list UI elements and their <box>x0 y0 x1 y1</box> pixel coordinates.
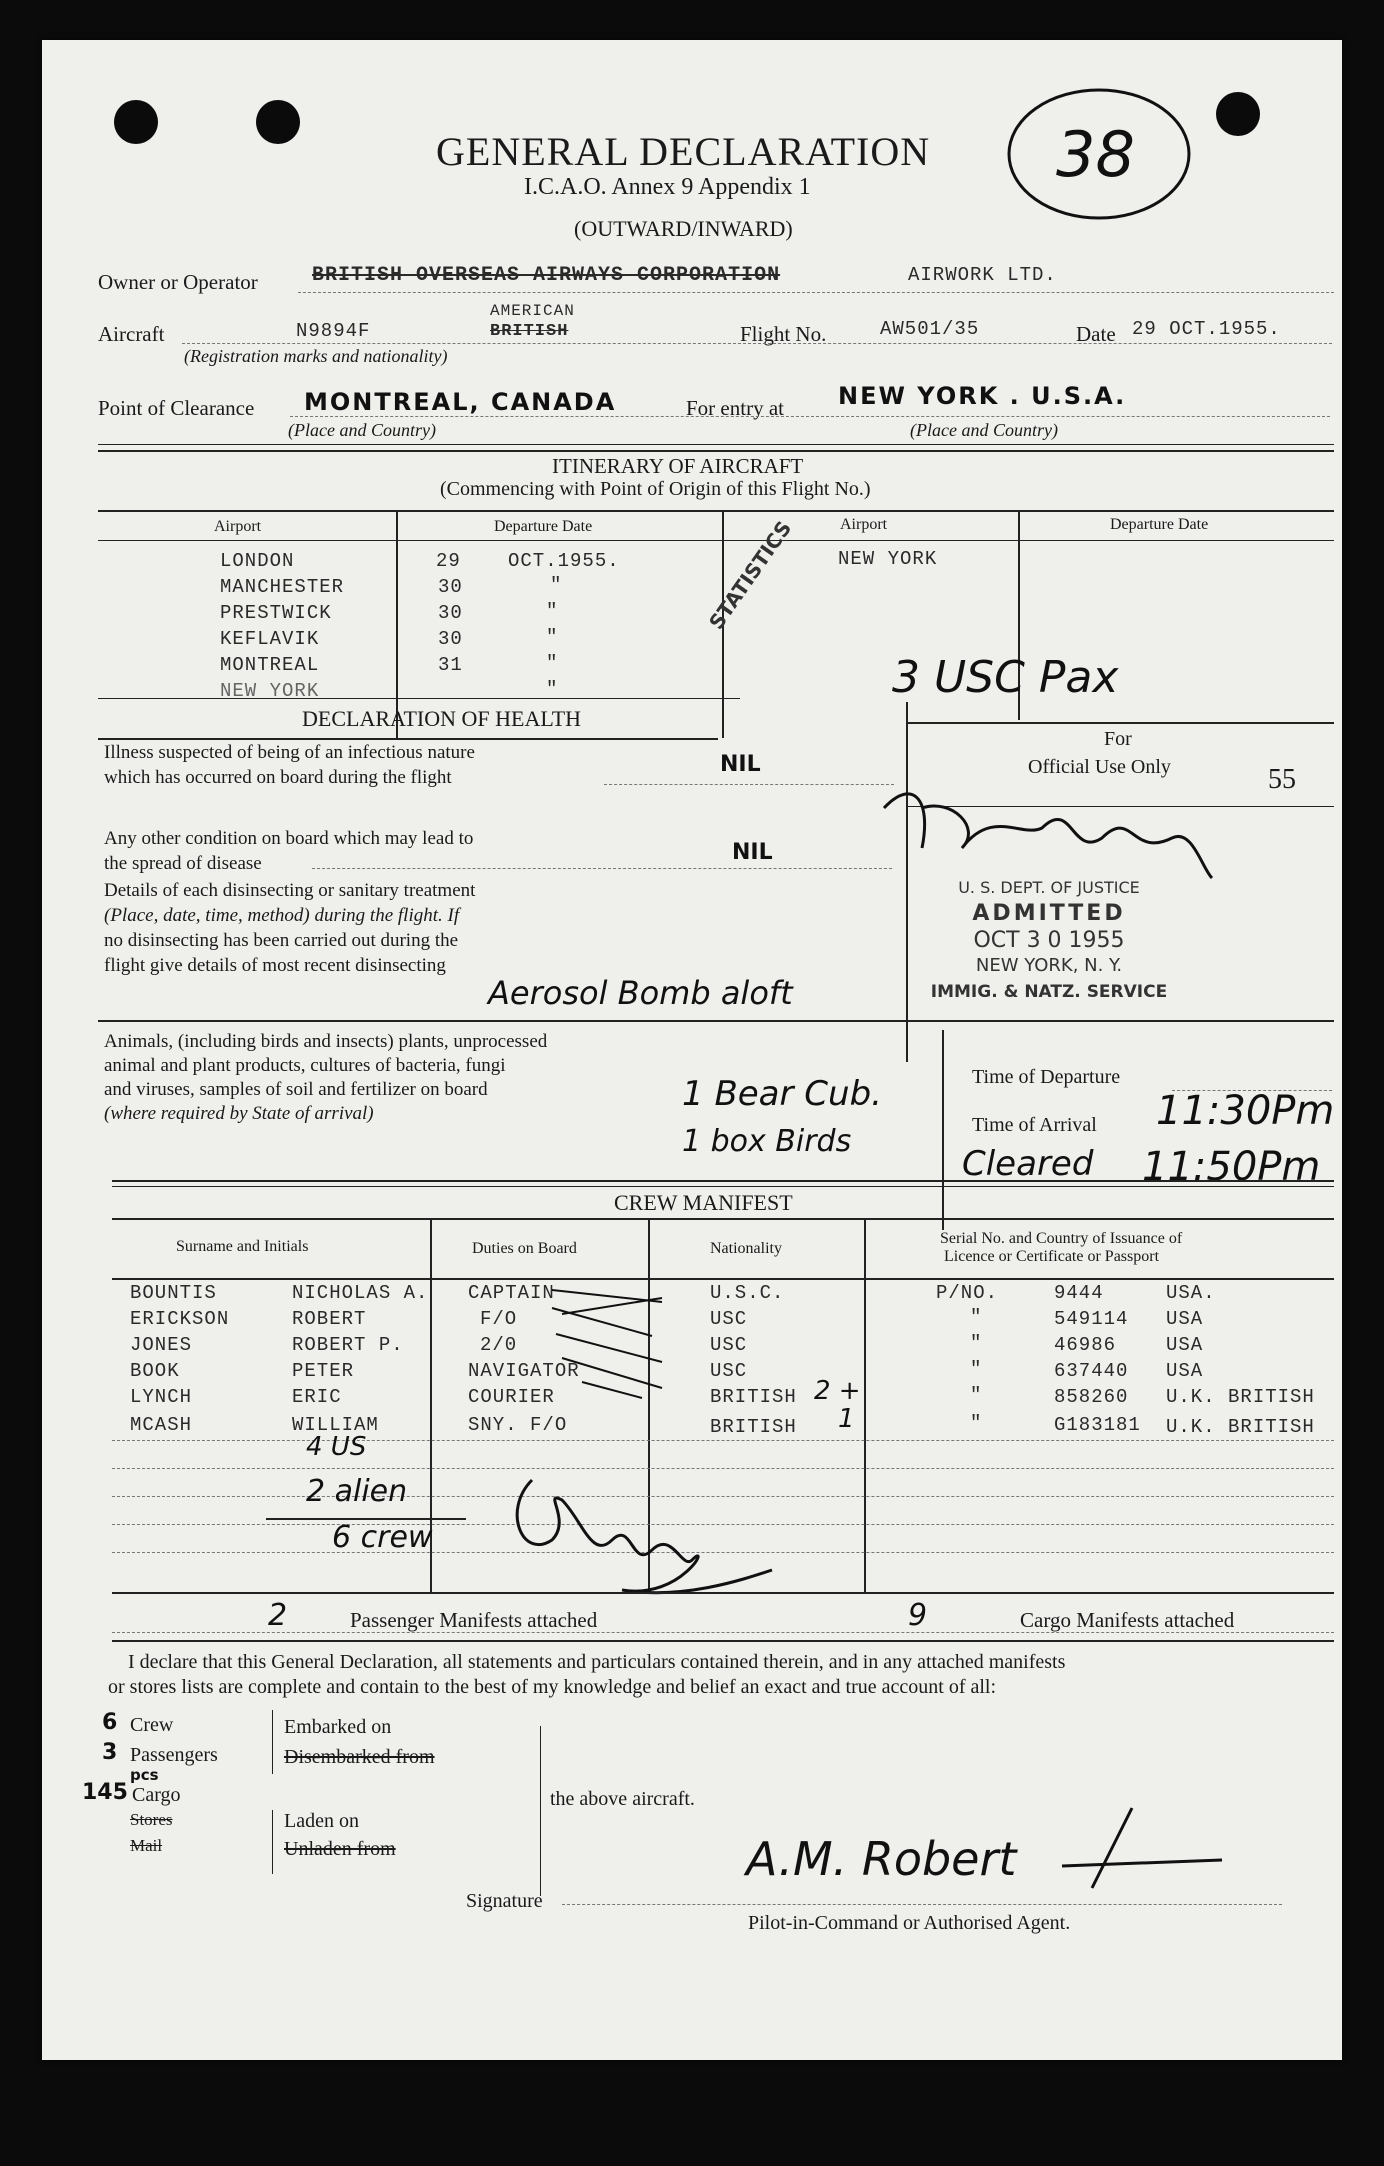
owner-value: AIRWORK LTD. <box>908 264 1057 286</box>
crew-given: WILLIAM <box>292 1414 379 1436</box>
crew-col-surname: Surname and Initials <box>176 1238 309 1255</box>
crew-header-rule <box>112 1218 1334 1220</box>
health-title: DECLARATION OF HEALTH <box>302 706 582 731</box>
health-a1: NIL <box>720 752 761 777</box>
crew-nat: USC <box>710 1308 748 1330</box>
itinerary-day: 30 <box>438 628 463 650</box>
laden-bracket <box>272 1810 273 1874</box>
stamp-service: IMMIG. & NATZ. SERVICE <box>930 982 1168 1002</box>
health-q2-line: the spread of disease <box>104 853 262 874</box>
crew-duty: NAVIGATOR <box>468 1360 580 1382</box>
crew-given: ROBERT P. <box>292 1334 404 1356</box>
itinerary-month: " <box>546 678 559 700</box>
crew-given: ROBERT <box>292 1308 367 1330</box>
mail-label: Mail <box>130 1836 163 1855</box>
time-clearance: 11:50Pm <box>1142 1144 1321 1190</box>
owner-struck: BRITISH OVERSEAS AIRWAYS CORPORATION <box>312 264 781 287</box>
animals-line: animal and plant products, cultures of bacteria, fungi <box>104 1055 506 1076</box>
itinerary-airport: NEW YORK <box>220 680 320 702</box>
stamp-admitted: ADMITTED <box>972 901 1126 926</box>
crew-ditto: " <box>970 1412 983 1434</box>
crew-note-us: 4 US <box>306 1432 367 1462</box>
form-title: GENERAL DECLARATION <box>436 129 931 174</box>
crew-surname: BOOK <box>130 1360 180 1382</box>
crew-country: USA <box>1166 1308 1204 1330</box>
date-label: Date <box>1076 322 1116 346</box>
crew-nat: U.S.C. <box>710 1282 785 1304</box>
itinerary-top-rule-thin <box>98 444 1334 445</box>
official-number: 55 <box>1268 764 1296 795</box>
health-q3-line: Details of each disinsecting or sanitary treatment <box>104 880 476 901</box>
crew-surname: BOUNTIS <box>130 1282 217 1304</box>
animals-line: (where required by State of arrival) <box>104 1103 374 1124</box>
form-direction: (OUTWARD/INWARD) <box>574 216 793 241</box>
crew-ditto: " <box>970 1384 983 1406</box>
clearance-note: (Place and Country) <box>288 420 436 440</box>
itinerary-airport: MONTREAL <box>220 654 320 676</box>
crew-col-serial: Serial No. and Country of Issuance of <box>940 1230 1183 1247</box>
health-q3-line: flight give details of most recent disinsecting <box>104 955 446 976</box>
itinerary-title: ITINERARY OF AIRCRAFT <box>552 454 804 478</box>
manifest-bottom-rule <box>112 1640 1334 1642</box>
form-subtitle: I.C.A.O. Annex 9 Appendix 1 <box>524 174 811 200</box>
punch-hole-right <box>1216 92 1260 136</box>
animals-answer-1: 1 Bear Cub. <box>682 1074 882 1114</box>
health-q1-line: which has occurred on board during the flight <box>104 767 452 788</box>
stamp-date: OCT 3 0 1955 <box>973 928 1125 953</box>
signature-line <box>562 1904 1282 1905</box>
pax-count: 3 <box>102 1740 118 1765</box>
disembarked-label: Disembarked from <box>284 1746 435 1768</box>
health-q1-line: Illness suspected of being of an infectious nature <box>104 742 475 763</box>
itinerary-day: 31 <box>438 654 463 676</box>
official-title: For <box>1104 728 1132 750</box>
entry-value: NEW YORK . U.S.A. <box>838 382 1127 410</box>
manifest-line <box>112 1632 1334 1633</box>
crew-serial: 858260 <box>1054 1386 1129 1408</box>
health-q3 <box>104 878 475 978</box>
crew-country: USA. <box>1166 1282 1216 1304</box>
crew-serial: G183181 <box>1054 1414 1141 1436</box>
health-a1-line <box>604 784 894 785</box>
declaration-line: I declare that this General Declaration, all statements and particulars contained therein, and in any attached manifests <box>128 1651 1066 1673</box>
crew-given: ERIC <box>292 1386 342 1408</box>
crew-col-licence: Licence or Certificate or Passport <box>944 1248 1160 1265</box>
crew-duty: CAPTAIN <box>468 1282 555 1304</box>
stores-label: Stores <box>130 1810 173 1829</box>
crew-serial: 549114 <box>1054 1308 1129 1330</box>
crew-col-nationality: Nationality <box>710 1240 782 1257</box>
page-number: 38 <box>1056 118 1135 191</box>
itinerary-right-airport: NEW YORK <box>838 548 938 570</box>
unladen-label: Unladen from <box>284 1838 396 1860</box>
nat-mark-2: 1 <box>838 1404 855 1434</box>
crew-ditto: " <box>970 1358 983 1380</box>
aircraft-text: the above aircraft. <box>550 1788 695 1810</box>
aircraft-label: Aircraft <box>98 322 165 346</box>
crew-surname: JONES <box>130 1334 193 1356</box>
cargo-manifest-label: Cargo Manifests attached <box>1020 1608 1235 1632</box>
crew-note-alien: 2 alien <box>306 1474 408 1509</box>
health-q3-line: (Place, date, time, method) during the flight. If <box>104 905 460 926</box>
crew-country: USA <box>1166 1334 1204 1356</box>
itinerary-month: " <box>546 600 559 622</box>
cargo-count-label: Cargo <box>132 1784 181 1806</box>
cargo-manifest-count: 9 <box>908 1598 928 1633</box>
crew-nat: BRITISH <box>710 1386 797 1408</box>
official-title-2: Official Use Only <box>1028 756 1171 778</box>
crew-country: U.K. BRITISH <box>1166 1416 1315 1438</box>
health-a2-line <box>312 868 892 869</box>
declaration-form <box>42 40 1342 2060</box>
cargo-note: pcs <box>130 1766 159 1784</box>
declaration-text <box>108 1650 1066 1700</box>
signature-flourish <box>1052 1800 1232 1900</box>
duty-tally-marks <box>542 1278 692 1428</box>
crew-top-rule-thin <box>112 1186 1334 1187</box>
declaration-line: or stores lists are complete and contain to the best of my knowledge and belief an exact and true account of all: <box>108 1676 997 1698</box>
crew-ditto: P/NO. <box>936 1282 999 1304</box>
crew-nat: BRITISH <box>710 1416 797 1438</box>
laden-label: Laden on <box>284 1810 359 1832</box>
crew-nat: USC <box>710 1360 748 1382</box>
owner-label: Owner or Operator <box>98 270 258 294</box>
crew-title: CREW MANIFEST <box>614 1190 793 1215</box>
aircraft-bracket <box>540 1726 541 1896</box>
crew-duty: 2/0 <box>480 1334 518 1356</box>
clearance-line <box>290 416 1330 417</box>
cargo-count: 145 <box>82 1780 128 1805</box>
itinerary-row-rule <box>98 698 740 699</box>
signer-label: Pilot-in-Command or Authorised Agent. <box>748 1912 1071 1934</box>
health-a3: Aerosol Bomb aloft <box>488 974 793 1012</box>
crew-divider-3 <box>864 1220 866 1592</box>
crew-given: NICHOLAS A. <box>292 1282 429 1304</box>
crew-duty: COURIER <box>468 1386 555 1408</box>
time-arrival-label: Time of Arrival <box>972 1114 1097 1136</box>
crew-given: PETER <box>292 1360 355 1382</box>
clearance-label: Point of Clearance <box>98 396 255 420</box>
stamp-dept: U. S. DEPT. OF JUSTICE <box>958 878 1140 897</box>
itinerary-handwritten: 3 USC Pax <box>892 652 1119 703</box>
flight-number: AW501/35 <box>880 318 980 340</box>
crew-serial: 46986 <box>1054 1334 1117 1356</box>
entry-label: For entry at <box>686 396 784 420</box>
statistics-stamp: STATISTICS <box>704 516 797 634</box>
crew-surname: LYNCH <box>130 1386 193 1408</box>
itinerary-col-airport-2: Airport <box>840 516 888 533</box>
itinerary-col-departure: Departure Date <box>494 518 593 535</box>
itinerary-day: 30 <box>438 576 463 598</box>
crew-surname: MCASH <box>130 1414 193 1436</box>
itinerary-month: " <box>550 574 563 596</box>
crew-col-duties: Duties on Board <box>472 1240 577 1257</box>
itinerary-col-rule <box>98 540 1334 541</box>
crew-count: 6 <box>102 1710 118 1735</box>
aircraft-note: (Registration marks and nationality) <box>184 346 448 366</box>
health-bottom-rule <box>98 1020 1334 1022</box>
punch-hole-left <box>114 100 158 144</box>
crew-nat: USC <box>710 1334 748 1356</box>
itinerary-month: " <box>546 626 559 648</box>
embarked-label: Embarked on <box>284 1716 392 1738</box>
signature-label: Signature <box>466 1890 543 1912</box>
crew-count-label: Crew <box>130 1714 174 1736</box>
crew-serial: 9444 <box>1054 1282 1104 1304</box>
itinerary-top-rule <box>98 450 1334 452</box>
health-q3-line: no disinsecting has been carried out during the <box>104 930 459 951</box>
aircraft-nationality-struck: BRITISH <box>490 322 569 341</box>
crew-country: USA <box>1166 1360 1204 1382</box>
clearance-value: MONTREAL, CANADA <box>304 388 617 416</box>
crew-ditto: " <box>970 1332 983 1354</box>
crew-bottom-rule <box>112 1592 1334 1594</box>
crew-ditto: " <box>970 1306 983 1328</box>
health-a2: NIL <box>732 840 773 865</box>
animals-line: Animals, (including birds and insects) plants, unprocessed <box>104 1031 548 1052</box>
crew-surname: ERICKSON <box>130 1308 230 1330</box>
punch-hole-middle <box>256 100 300 144</box>
itinerary-col-airport: Airport <box>214 518 262 535</box>
time-arrival: 11:30Pm <box>1156 1088 1335 1134</box>
crew-duty: SNY. F/O <box>468 1414 568 1436</box>
aircraft-registration: N9894F <box>296 320 371 342</box>
clearance-initials: Cleared <box>962 1144 1094 1184</box>
passenger-manifest-label: Passenger Manifests attached <box>350 1608 598 1632</box>
flight-label: Flight No. <box>740 322 827 346</box>
crew-country: U.K. BRITISH <box>1166 1386 1315 1408</box>
crew-col-rule <box>112 1278 1334 1280</box>
pilot-signature: A.M. Robert <box>746 1832 1017 1886</box>
health-q2-line: Any other condition on board which may lead to <box>104 828 474 849</box>
itinerary-airport: PRESTWICK <box>220 602 332 624</box>
time-divider <box>942 1030 944 1230</box>
itinerary-day: 29 <box>436 550 461 572</box>
itinerary-subtitle: (Commencing with Point of Origin of this Flight No.) <box>440 478 871 500</box>
admitted-stamp <box>914 878 1184 1002</box>
itinerary-airport: KEFLAVIK <box>220 628 320 650</box>
owner-line <box>298 292 1334 293</box>
itinerary-header-rule <box>98 510 1334 512</box>
itinerary-day: 30 <box>438 602 463 624</box>
time-departure-label: Time of Departure <box>972 1066 1121 1088</box>
animals-question <box>104 1030 547 1126</box>
animals-answer-2: 1 box Birds <box>682 1124 852 1159</box>
crew-blank-line <box>112 1440 1334 1441</box>
itinerary-month: " <box>546 652 559 674</box>
itinerary-airport: MANCHESTER <box>220 576 345 598</box>
health-q1 <box>104 740 475 790</box>
crew-note-crew: 6 crew <box>332 1520 433 1555</box>
stamp-city: NEW YORK, N. Y. <box>975 955 1123 976</box>
crew-top-rule <box>112 1180 1334 1182</box>
embark-bracket <box>272 1710 273 1774</box>
itinerary-col-departure-2: Departure Date <box>1110 516 1209 533</box>
crew-duty: F/O <box>480 1308 518 1330</box>
nat-mark-1: 2 + <box>814 1376 861 1406</box>
flight-date: 29 OCT.1955. <box>1132 318 1281 340</box>
itinerary-month: OCT.1955. <box>508 550 620 572</box>
aircraft-line <box>182 343 1332 344</box>
entry-note: (Place and Country) <box>910 420 1058 440</box>
crew-initials-scribble <box>482 1460 782 1610</box>
itinerary-airport: LONDON <box>220 550 295 572</box>
itinerary-divider-1 <box>396 512 398 738</box>
crew-serial: 637440 <box>1054 1360 1129 1382</box>
aircraft-nationality-new: AMERICAN <box>490 302 575 320</box>
pax-count-label: Passengers <box>130 1744 218 1766</box>
official-top-rule <box>906 722 1334 724</box>
animals-line: and viruses, samples of soil and fertilizer on board <box>104 1079 488 1100</box>
passenger-manifest-count: 2 <box>268 1598 288 1633</box>
